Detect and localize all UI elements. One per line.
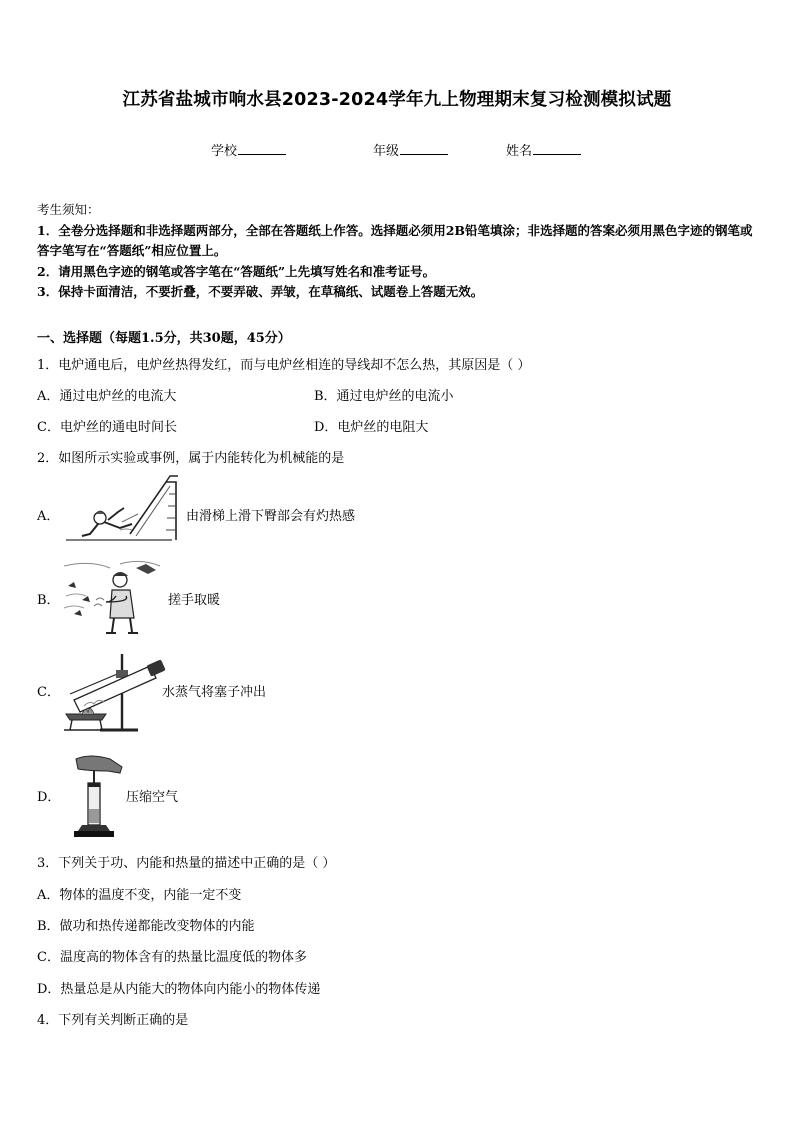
rubbing-hands-illustration [60, 556, 172, 636]
q4-stem: 4．下列有关判断正确的是 [37, 1013, 189, 1028]
school-label: 学校 [211, 144, 238, 159]
section-heading: 一、选择题（每题1.5分，共30题，45分） [37, 331, 291, 346]
q2-option-a-text: 由滑梯上滑下臀部会有灼热感 [186, 509, 356, 524]
school-blank [238, 142, 286, 155]
q1-option-b: B．通过电炉丝的电流小 [314, 389, 454, 404]
slide-illustration [60, 474, 185, 552]
q1-stem: 1．电炉通电后，电炉丝热得发红，而与电炉丝相连的导线却不怎么热，其原因是（ ） [37, 358, 531, 373]
q3-option-d: D．热量总是从内能大的物体向内能小的物体传递 [37, 982, 321, 997]
notice-block [37, 200, 759, 303]
q2-option-d-letter: D． [37, 790, 61, 805]
q1-option-c: C．电炉丝的通电时间长 [37, 420, 177, 435]
q3-option-b: B．做功和热传递都能改变物体的内能 [37, 919, 255, 934]
name-blank [533, 142, 581, 155]
notice-item-3: 3．保持卡面清洁，不要折叠，不要弄破、弄皱，在草稿纸、试题卷上答题无效。 [37, 284, 484, 299]
name-field [506, 140, 581, 159]
q3-option-c: C．温度高的物体含有的热量比温度低的物体多 [37, 950, 307, 965]
notice-item-1: 1．全卷分选择题和非选择题两部分，全部在答题纸上作答。选择题必须用2B铅笔填涂；非选择题的答案必须用黑色字迹的钢笔或答字笔写在“答题纸”相应位置上。 [37, 222, 753, 258]
q2-option-c-text: 水蒸气将塞子冲出 [162, 685, 267, 700]
school-field [211, 140, 286, 159]
q2-option-b-text: 搓手取暖 [168, 593, 221, 608]
page-title: 江苏省盐城市响水县2023-2024学年九上物理期末复习检测模拟试题 [122, 90, 672, 110]
q3-option-a: A．物体的温度不变，内能一定不变 [37, 888, 242, 903]
air-compression-illustration [70, 753, 126, 839]
grade-label: 年级 [373, 144, 400, 159]
q1-option-d: D．电炉丝的电阻大 [314, 420, 429, 435]
q2-option-d-text: 压缩空气 [126, 790, 179, 805]
notice-item-2: 2．请用黑色字迹的钢笔或答字笔在“答题纸”上先填写姓名和准考证号。 [37, 263, 436, 279]
grade-blank [400, 142, 448, 155]
q2-stem: 2．如图所示实验或事例，属于内能转化为机械能的是 [37, 451, 345, 466]
name-label: 姓名 [506, 144, 533, 159]
q2-option-b-letter: B． [37, 593, 60, 608]
q2-option-a-letter: A． [37, 509, 60, 524]
q1-option-a: A．通过电炉丝的电流大 [37, 389, 177, 404]
q2-option-c-letter: C． [37, 685, 60, 700]
notice-heading: 考生须知： [37, 202, 100, 217]
grade-field [373, 140, 448, 159]
q3-stem: 3．下列关于功、内能和热量的描述中正确的是（ ） [37, 856, 336, 871]
steam-cork-illustration [60, 650, 170, 734]
